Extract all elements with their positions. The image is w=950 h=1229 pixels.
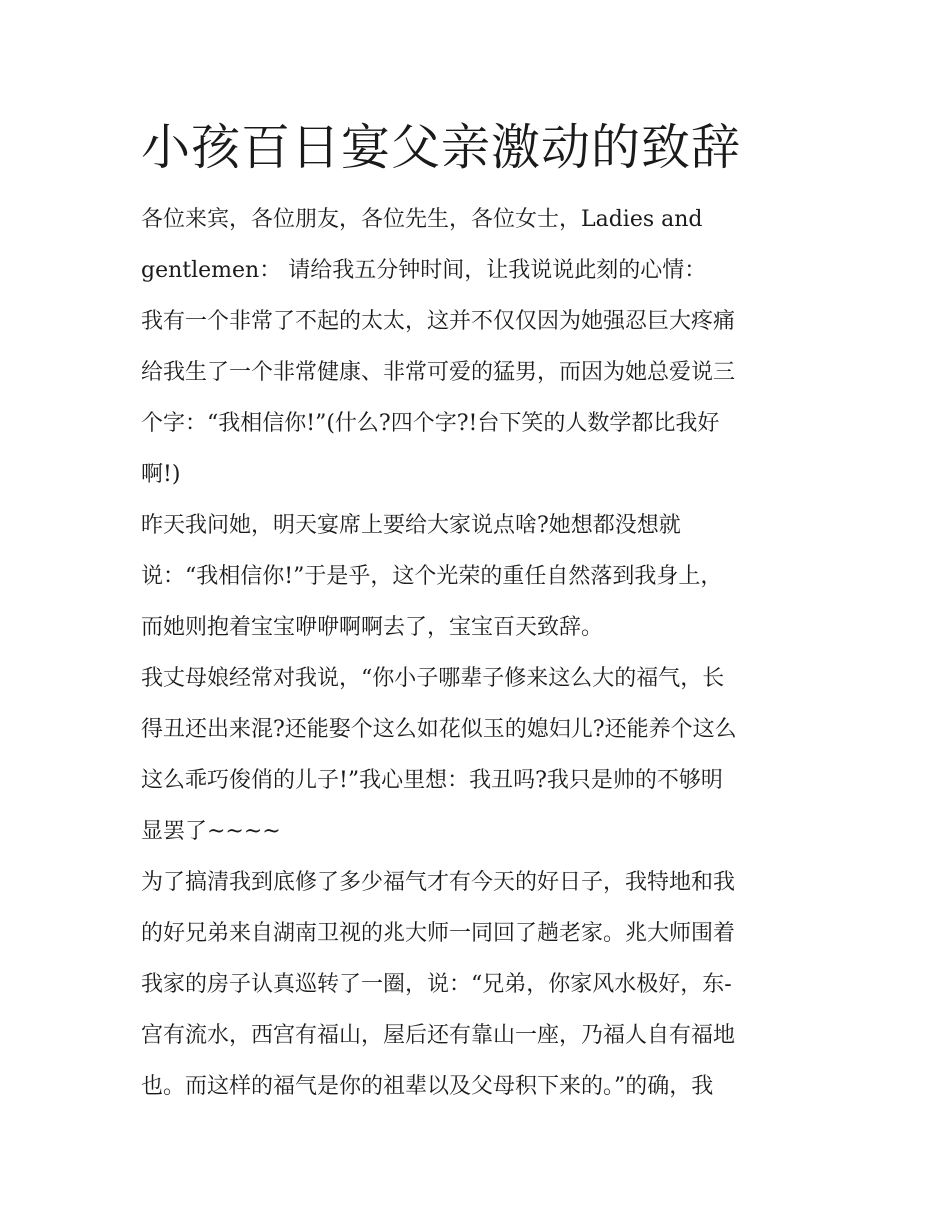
paragraph-greeting [141,194,821,296]
text-line: 显罢了~~~~ [141,819,281,844]
paragraph-master [141,857,821,1112]
text-line: 我家的房子认真巡转了一圈，说：“兄弟，你家风水极好，东- [141,972,732,997]
text-line: 我丈母娘经常对我说，“你小子哪辈子修来这么大的福气，长 [141,666,725,691]
text-line: 而她则抱着宝宝咿咿啊啊去了，宝宝百天致辞。 [141,615,604,640]
text-line: 个字：“我相信你!”(什么?四个字?!台下笑的人数学都比我好 [141,411,720,436]
text-line: 啊!) [141,462,181,487]
text-line: 说：“我相信你!”于是乎，这个光荣的重任自然落到我身上， [141,564,723,589]
text-line: 这么乖巧俊俏的儿子!”我心里想：我丑吗?我只是帅的不够明 [141,768,723,793]
paragraph-mother-in-law [141,653,821,857]
paragraph-wife [141,296,821,500]
text-line: 昨天我问她，明天宴席上要给大家说点啥?她想都没想就 [141,513,681,538]
document-page [141,112,821,1112]
text-line: 也。而这样的福气是你的祖辈以及父母积下来的。”的确，我 [141,1074,714,1099]
text-line: 的好兄弟来自湖南卫视的兆大师一同回了趟老家。兆大师围着 [141,921,736,946]
text-line: 得丑还出来混?还能娶个这么如花似玉的媳妇儿?还能养个这么 [141,717,737,742]
paragraph-yesterday [141,500,821,653]
text-line: 我有一个非常了不起的太太，这并不仅仅因为她强忍巨大疼痛 [141,309,736,334]
text-line: 宫有流水，西宫有福山，屋后还有靠山一座，乃福人自有福地 [141,1023,736,1048]
text-line: 给我生了一个非常健康、非常可爱的猛男，而因为她总爱说三 [141,360,736,385]
text-line: gentlemen： 请给我五分钟时间，让我说说此刻的心情： [141,258,707,283]
text-line: 为了搞清我到底修了多少福气才有今天的好日子，我特地和我 [141,870,736,895]
text-line: 各位来宾，各位朋友，各位先生，各位女士，Ladies and [141,207,703,232]
document-title: 小孩百日宴父亲激动的致辞 [141,119,742,176]
